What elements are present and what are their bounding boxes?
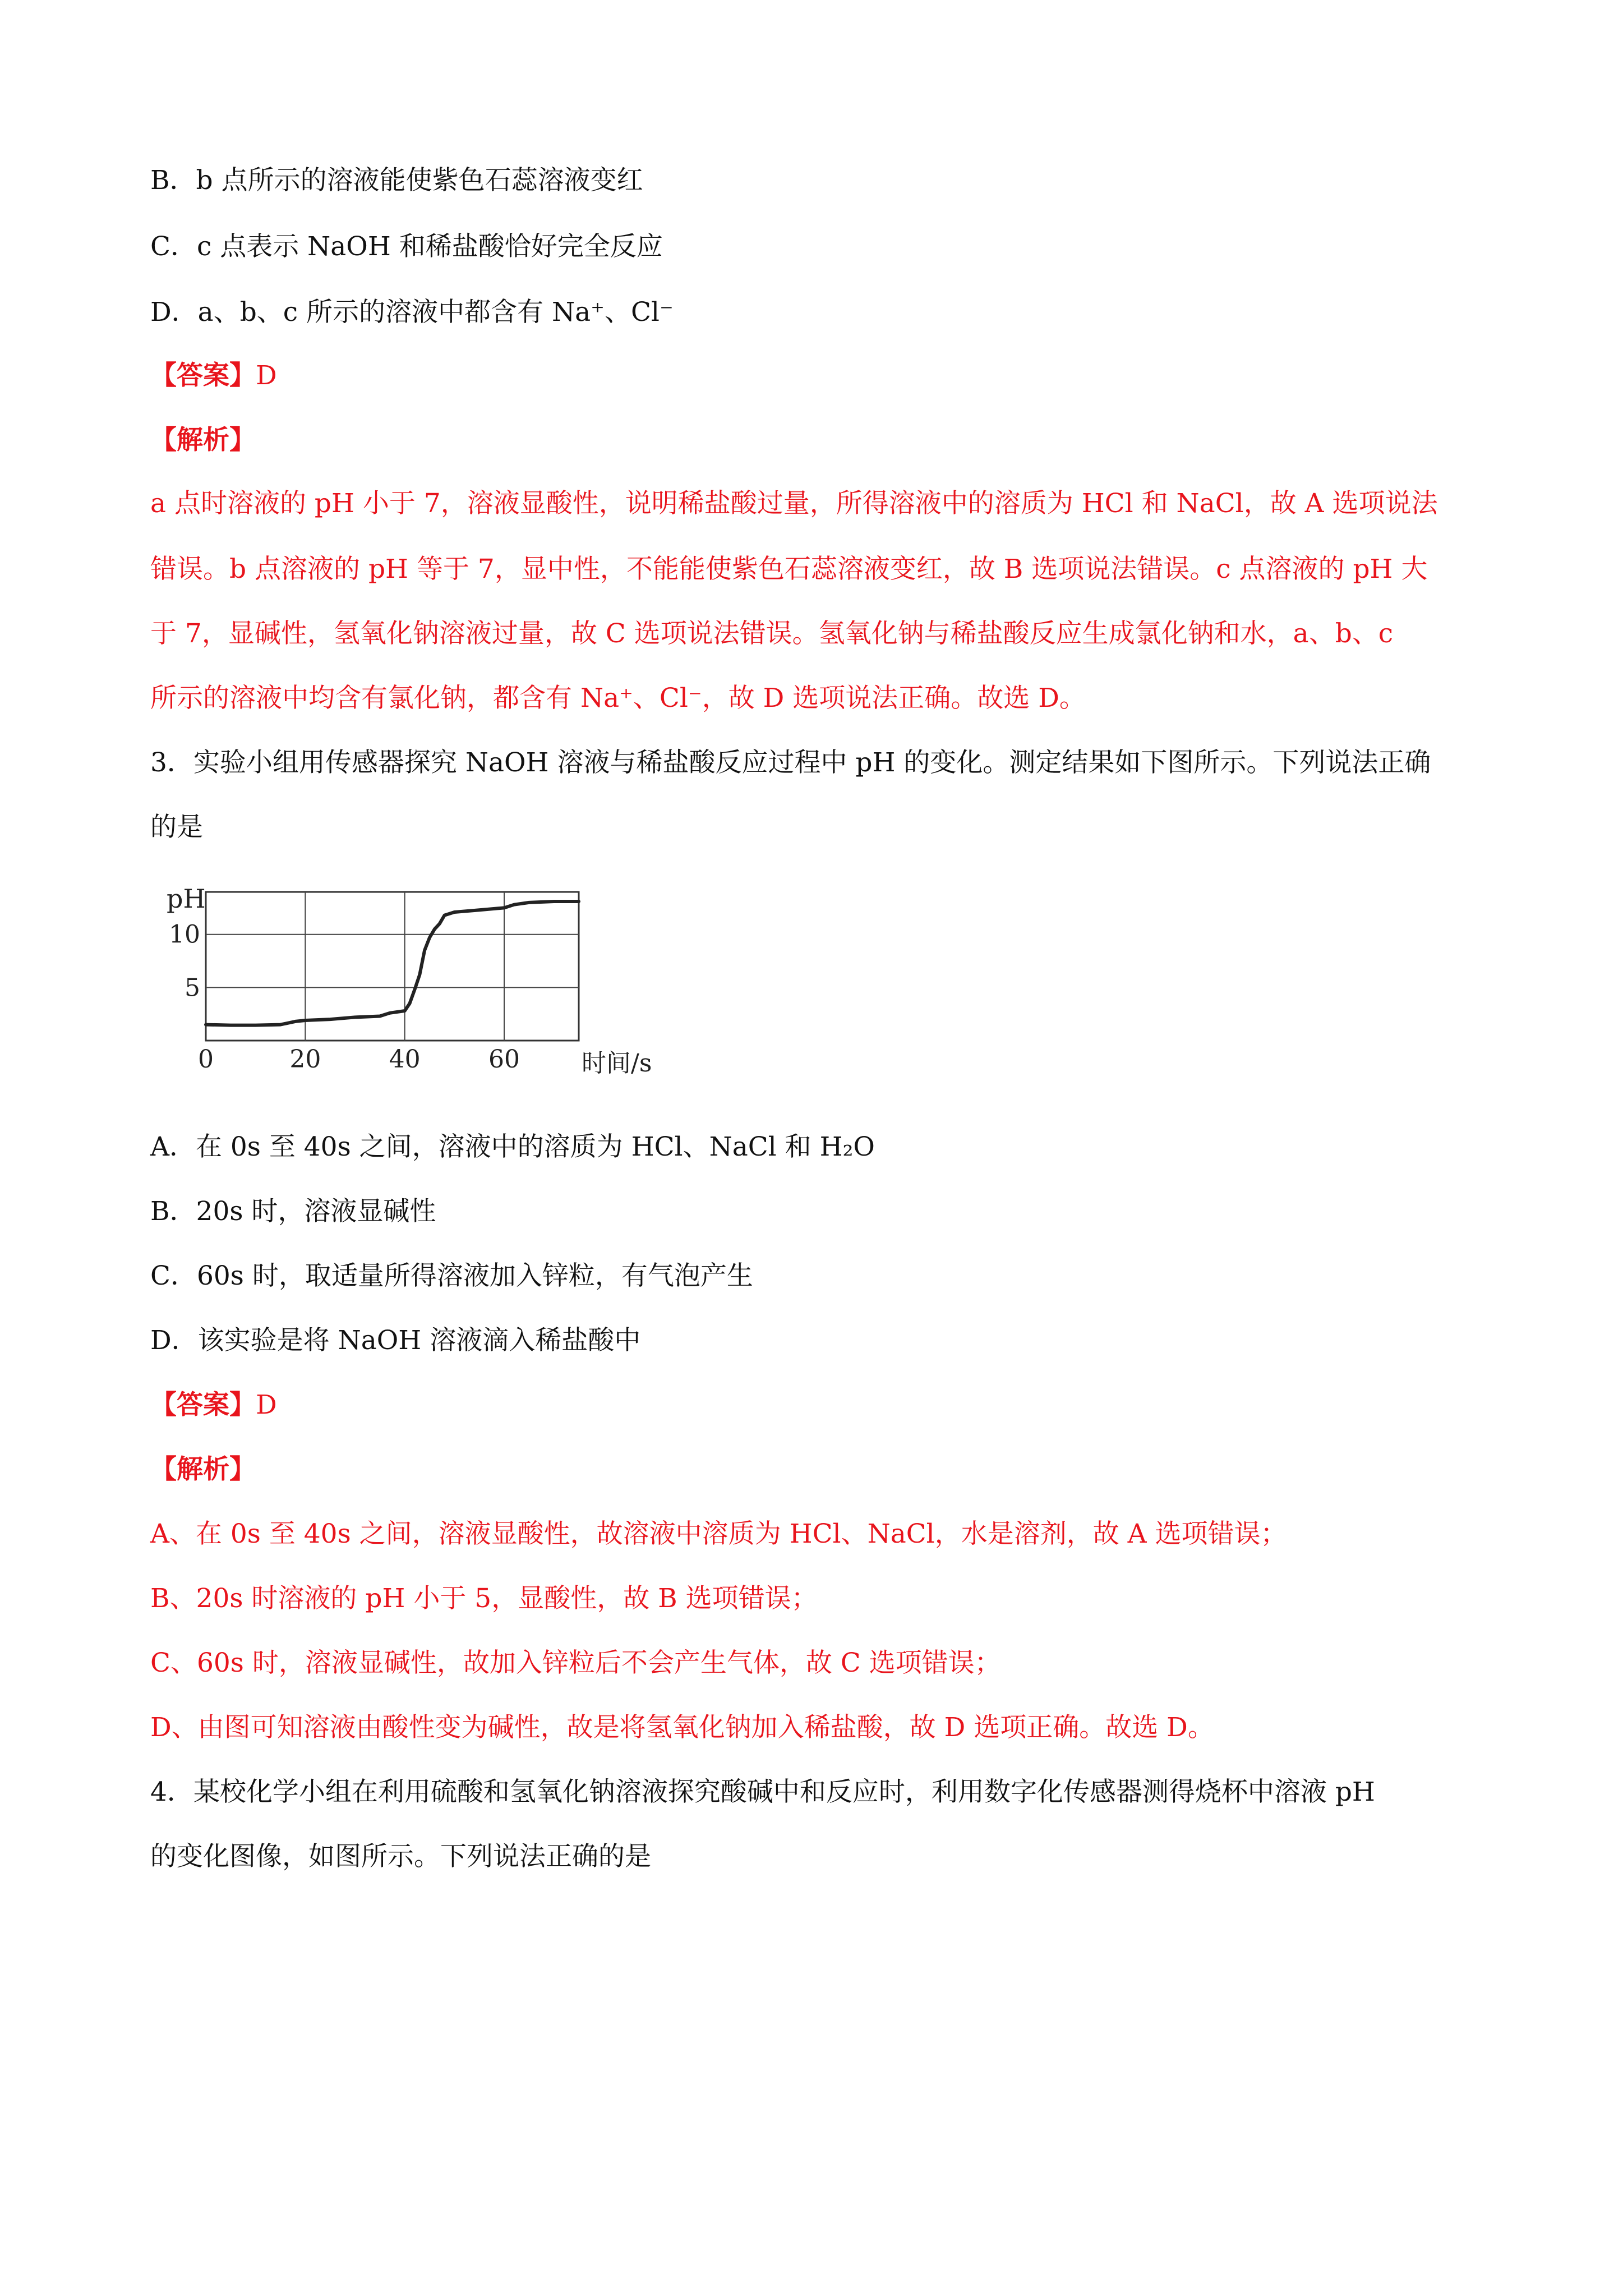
- prev-answer: [150, 359, 277, 393]
- q3-option-b: B．20s 时，溶液显碱性: [150, 1196, 436, 1227]
- x-tick-label: 60: [488, 1045, 520, 1074]
- q3-option-a: A．在 0s 至 40s 之间，溶液中的溶质为 HCl、NaCl 和 H₂O: [150, 1131, 875, 1162]
- x-tick-label: 20: [289, 1045, 321, 1074]
- y-tick-label: 5: [185, 973, 200, 1002]
- q4-stem-line: 4．某校化学小组在利用硫酸和氢氧化钠溶液探究酸碱中和反应时，利用数字化传感器测得烧杯中溶液 pH: [150, 1777, 1375, 1807]
- q3-stem-line: 3．实验小组用传感器探究 NaOH 溶液与稀盐酸反应过程中 pH 的变化。测定结果如下图所示。下列说法正确: [150, 747, 1431, 778]
- answer-value: D: [256, 360, 277, 391]
- prev-analysis-line: a 点时溶液的 pH 小于 7，溶液显酸性，说明稀盐酸过量，所得溶液中的溶质为 HCl 和 NaCl，故 A 选项说法: [150, 488, 1438, 519]
- prev-analysis-label: 【解析】: [150, 425, 256, 455]
- y-tick-label: 10: [169, 920, 200, 949]
- q3-stem-line: 的是: [150, 812, 203, 843]
- x-axis-label: 时间/s: [582, 1049, 652, 1078]
- q3-analysis-line: C、60s 时，溶液显碱性，故加入锌粒后不会产生气体，故 C 选项错误；: [150, 1648, 1001, 1678]
- answer-label: 【答案】: [150, 1389, 256, 1420]
- q3-analysis-label: 【解析】: [150, 1454, 256, 1485]
- answer-value: D: [256, 1389, 277, 1420]
- x-tick-label: 0: [198, 1045, 214, 1074]
- q4-stem-line: 的变化图像，如图所示。下列说法正确的是: [150, 1841, 651, 1872]
- prev-analysis-line: 错误。b 点溶液的 pH 等于 7，显中性，不能能使紫色石蕊溶液变红，故 B 选项说法错误。c 点溶液的 pH 大: [150, 554, 1428, 585]
- answer-label: 【答案】: [150, 360, 256, 391]
- prev-option-b: B．b 点所示的溶液能使紫色石蕊溶液变红: [150, 165, 643, 196]
- plot-frame: [206, 892, 579, 1041]
- x-tick-label: 40: [389, 1045, 421, 1074]
- ph-time-chart: [147, 872, 652, 1097]
- q3-analysis-line: D、由图可知溶液由酸性变为碱性，故是将氢氧化钠加入稀盐酸，故 D 选项正确。故选 D。: [150, 1712, 1214, 1743]
- ph-curve: [206, 901, 579, 1025]
- q3-answer: [150, 1388, 277, 1422]
- q3-analysis-line: B、20s 时溶液的 pH 小于 5，显酸性，故 B 选项错误；: [150, 1583, 818, 1614]
- prev-option-c: C．c 点表示 NaOH 和稀盐酸恰好完全反应: [150, 231, 663, 262]
- prev-analysis-line: 于 7，显碱性，氢氧化钠溶液过量，故 C 选项说法错误。氢氧化钠与稀盐酸反应生成氯化钠和水，a、b、c: [150, 618, 1394, 649]
- prev-option-d: D．a、b、c 所示的溶液中都含有 Na⁺、Cl⁻: [150, 297, 674, 328]
- q3-option-c: C．60s 时，取适量所得溶液加入锌粒，有气泡产生: [150, 1260, 753, 1291]
- y-axis-label: pH: [167, 884, 206, 914]
- q3-analysis-line: A、在 0s 至 40s 之间，溶液显酸性，故溶液中溶质为 HCl、NaCl，水是溶剂，故 A 选项错误；: [150, 1519, 1287, 1549]
- q3-option-d: D．该实验是将 NaOH 溶液滴入稀盐酸中: [150, 1325, 641, 1356]
- prev-analysis-line: 所示的溶液中均含有氯化钠，都含有 Na⁺、Cl⁻，故 D 选项说法正确。故选 D。: [150, 683, 1086, 714]
